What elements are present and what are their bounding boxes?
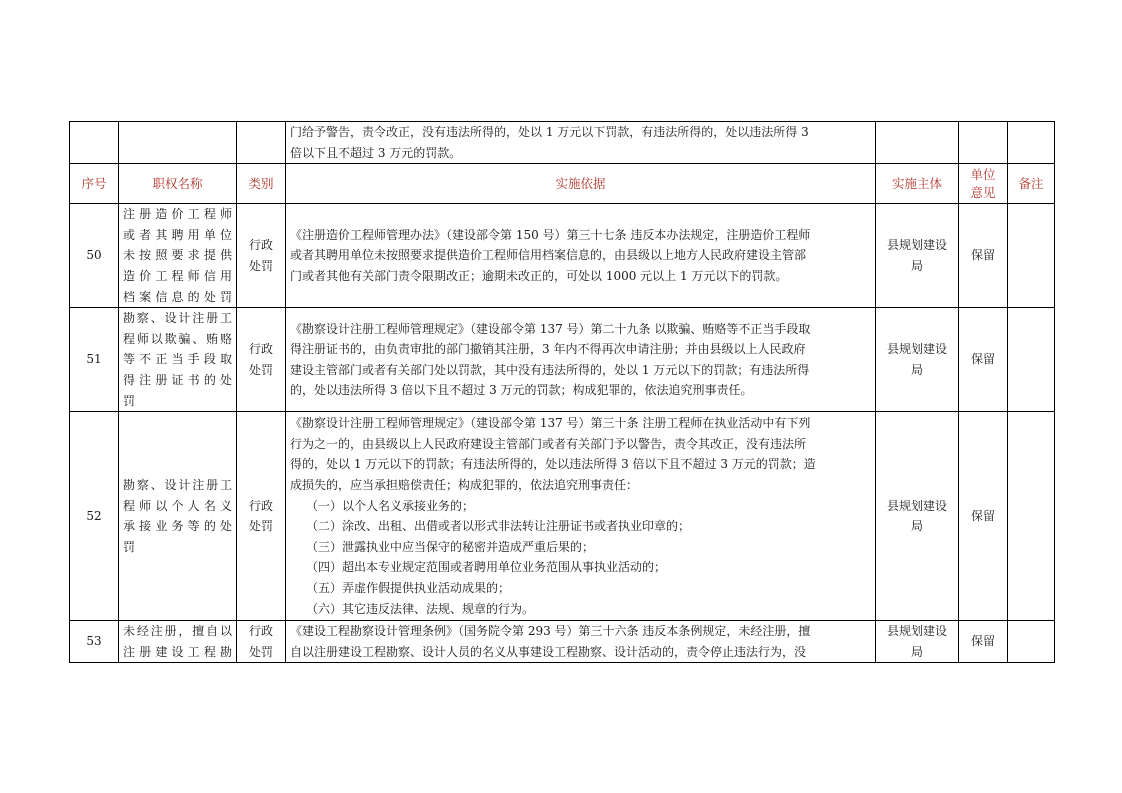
basis-cell (286, 621, 876, 663)
power-name-line: 档案信息的处罚 (123, 289, 232, 304)
category-line: 处罚 (248, 258, 273, 273)
opinion-cell: 保留 (959, 308, 1008, 412)
power-name-line: 得注册证书的处 (123, 372, 232, 387)
category-line: 处罚 (248, 362, 273, 377)
basis-line: 《勘察设计注册工程师管理规定》（建设部令第 137 号）第三十条 注册工程师在执业活动中有下列 (290, 416, 811, 431)
row-number: 52 (70, 412, 119, 621)
header-basis: 实施依据 (286, 164, 876, 204)
table-header-row (70, 164, 1055, 204)
table-row (70, 412, 1055, 621)
power-name-cell (119, 308, 237, 412)
basis-line: 成损失的，应当承担赔偿责任；构成犯罪的，依法追究刑事责任： (290, 478, 639, 492)
basis-list-item: （六）其它违反法律、法规、规章的行为。 (306, 601, 535, 616)
power-name-cell (119, 412, 237, 621)
basis-line: 《建设工程勘察设计管理条例》（国务院令第 293 号）第三十六条 违反本条例规定，未经注册，擅 (290, 624, 811, 639)
power-name-line: 或者其聘用单位 (123, 227, 232, 242)
remark-cell (1008, 204, 1055, 308)
basis-cell (286, 412, 876, 621)
basis-line: 《勘察设计注册工程师管理规定》（建设部令第 137 号）第二十九条 以欺骗、贿赂等不正当手段取 (290, 321, 811, 336)
subject-line: 局 (910, 258, 923, 273)
subject-line: 局 (910, 519, 923, 534)
power-name-line: 罚 (123, 539, 136, 554)
continued-no-cell (70, 122, 119, 164)
category-line: 处罚 (248, 519, 273, 534)
subject-line: 局 (910, 644, 923, 659)
basis-cell (286, 308, 876, 412)
basis-line: 的，处以违法所得 3 倍以下且不超过 3 万元的罚款；构成犯罪的，依法追究刑事责任。 (290, 383, 753, 398)
power-name-cell (119, 621, 237, 663)
category-cell (237, 621, 286, 663)
opinion-cell: 保留 (959, 621, 1008, 663)
subject-cell (876, 308, 959, 412)
power-name-line: 罚 (123, 393, 136, 408)
category-line: 行政 (248, 342, 273, 357)
power-name-line: 承接业务等的处 (123, 519, 232, 534)
header-opinion-line: 意见 (970, 184, 996, 200)
basis-line: 《注册造价工程师管理办法》（建设部令第 150 号）第三十七条 违反本办法规定，注册造价工程师 (290, 227, 811, 242)
remark-cell (1008, 412, 1055, 621)
opinion-cell: 保留 (959, 412, 1008, 621)
power-name-line: 勘察、设计注册工 (123, 478, 232, 492)
basis-line: 门或者其他有关部门责令限期改正；逾期未改正的，可处以 1000 元以上 1 万元以下的罚款。 (290, 268, 788, 283)
continued-subject-cell (876, 122, 959, 164)
category-line: 行政 (248, 238, 273, 253)
header-subject: 实施主体 (876, 164, 959, 204)
continued-category-cell (237, 122, 286, 164)
category-line: 行政 (248, 498, 273, 513)
header-opinion-line: 单位 (970, 166, 996, 182)
category-cell (237, 308, 286, 412)
header-name: 职权名称 (119, 164, 237, 204)
power-name-line: 注册造价工程师 (123, 207, 232, 222)
basis-line: 得注册证书的，由负责审批的部门撤销其注册，3 年内不得再次申请注册；并由县级以上人民政府 (290, 342, 806, 357)
subject-line: 县规划建设 (886, 498, 947, 513)
subject-line: 县规划建设 (886, 342, 947, 357)
remark-cell (1008, 621, 1055, 663)
subject-cell (876, 204, 959, 308)
basis-line: 门给予警告，责令改正，没有违法所得的，处以 1 万元以下罚款，有违法所得的，处以违法所得 3 (290, 125, 809, 139)
continued-basis-cell (286, 122, 876, 164)
table-row (70, 204, 1055, 308)
header-no: 序号 (70, 164, 119, 204)
basis-list-item: （四）超出本专业规定范围或者聘用单位业务范围从事执业活动的； (306, 560, 667, 575)
power-name-line: 未经注册，擅自以 (123, 624, 232, 639)
basis-line: 得的，处以 1 万元以下的罚款；有违法所得的，处以违法所得 3 倍以下且不超过 3 万元的罚款；造 (290, 457, 816, 472)
power-name-line: 造价工程师信用 (123, 268, 232, 283)
category-line: 行政 (248, 624, 273, 639)
power-name-cell (119, 204, 237, 308)
continued-opinion-cell (959, 122, 1008, 164)
basis-line: 自以注册建设工程勘察、设计人员的名义从事建设工程勘察、设计活动的，责令停止违法行为，没 (290, 644, 807, 659)
table-row (70, 621, 1055, 663)
subject-line: 县规划建设 (886, 624, 947, 639)
basis-line: 倍以下且不超过 3 万元的罚款。 (290, 145, 462, 160)
basis-cell (286, 204, 876, 308)
basis-list-item: （一）以个人名义承接业务的； (306, 498, 475, 513)
header-opinion (959, 164, 1008, 204)
row-number: 53 (70, 621, 119, 663)
subject-line: 县规划建设 (886, 238, 947, 253)
power-name-line: 注册建设工程勘 (123, 644, 232, 659)
basis-line: 建设主管部门或者有关部门处以罚款，其中没有违法所得的，处以 1 万元以下的罚款；有违法所得 (290, 362, 810, 377)
header-category: 类别 (237, 164, 286, 204)
subject-cell (876, 412, 959, 621)
table-row (70, 308, 1055, 412)
continued-remark-cell (1008, 122, 1055, 164)
administrative-powers-table (69, 121, 1055, 663)
power-name-line: 勘察、设计注册工 (123, 311, 232, 326)
continued-name-cell (119, 122, 237, 164)
row-number: 51 (70, 308, 119, 412)
power-name-line: 未按照要求提供 (123, 248, 232, 263)
subject-cell (876, 621, 959, 663)
category-cell (237, 204, 286, 308)
header-remark: 备注 (1008, 164, 1055, 204)
category-cell (237, 412, 286, 621)
continued-row (70, 122, 1055, 164)
subject-line: 局 (910, 362, 923, 377)
basis-list-item: （三）泄露执业中应当保守的秘密并造成严重后果的； (306, 539, 595, 554)
power-name-line: 等不正当手段取 (123, 352, 232, 367)
remark-cell (1008, 308, 1055, 412)
basis-line: 行为之一的，由县级以上人民政府建设主管部门或者有关部门予以警告，责令其改正，没有违法所 (290, 436, 807, 451)
power-name-line: 程师以欺骗、贿赂 (123, 331, 232, 346)
opinion-cell: 保留 (959, 204, 1008, 308)
power-name-line: 程师以个人名义 (123, 498, 232, 513)
basis-list-item: （二）涂改、出租、出借或者以形式非法转让注册证书或者执业印章的； (306, 519, 691, 534)
basis-line: 或者其聘用单位未按照要求提供造价工程师信用档案信息的，由县级以上地方人民政府建设主管部 (290, 248, 807, 263)
category-line: 处罚 (248, 644, 273, 659)
basis-list-item: （五）弄虚作假提供执业活动成果的； (306, 580, 511, 595)
row-number: 50 (70, 204, 119, 308)
